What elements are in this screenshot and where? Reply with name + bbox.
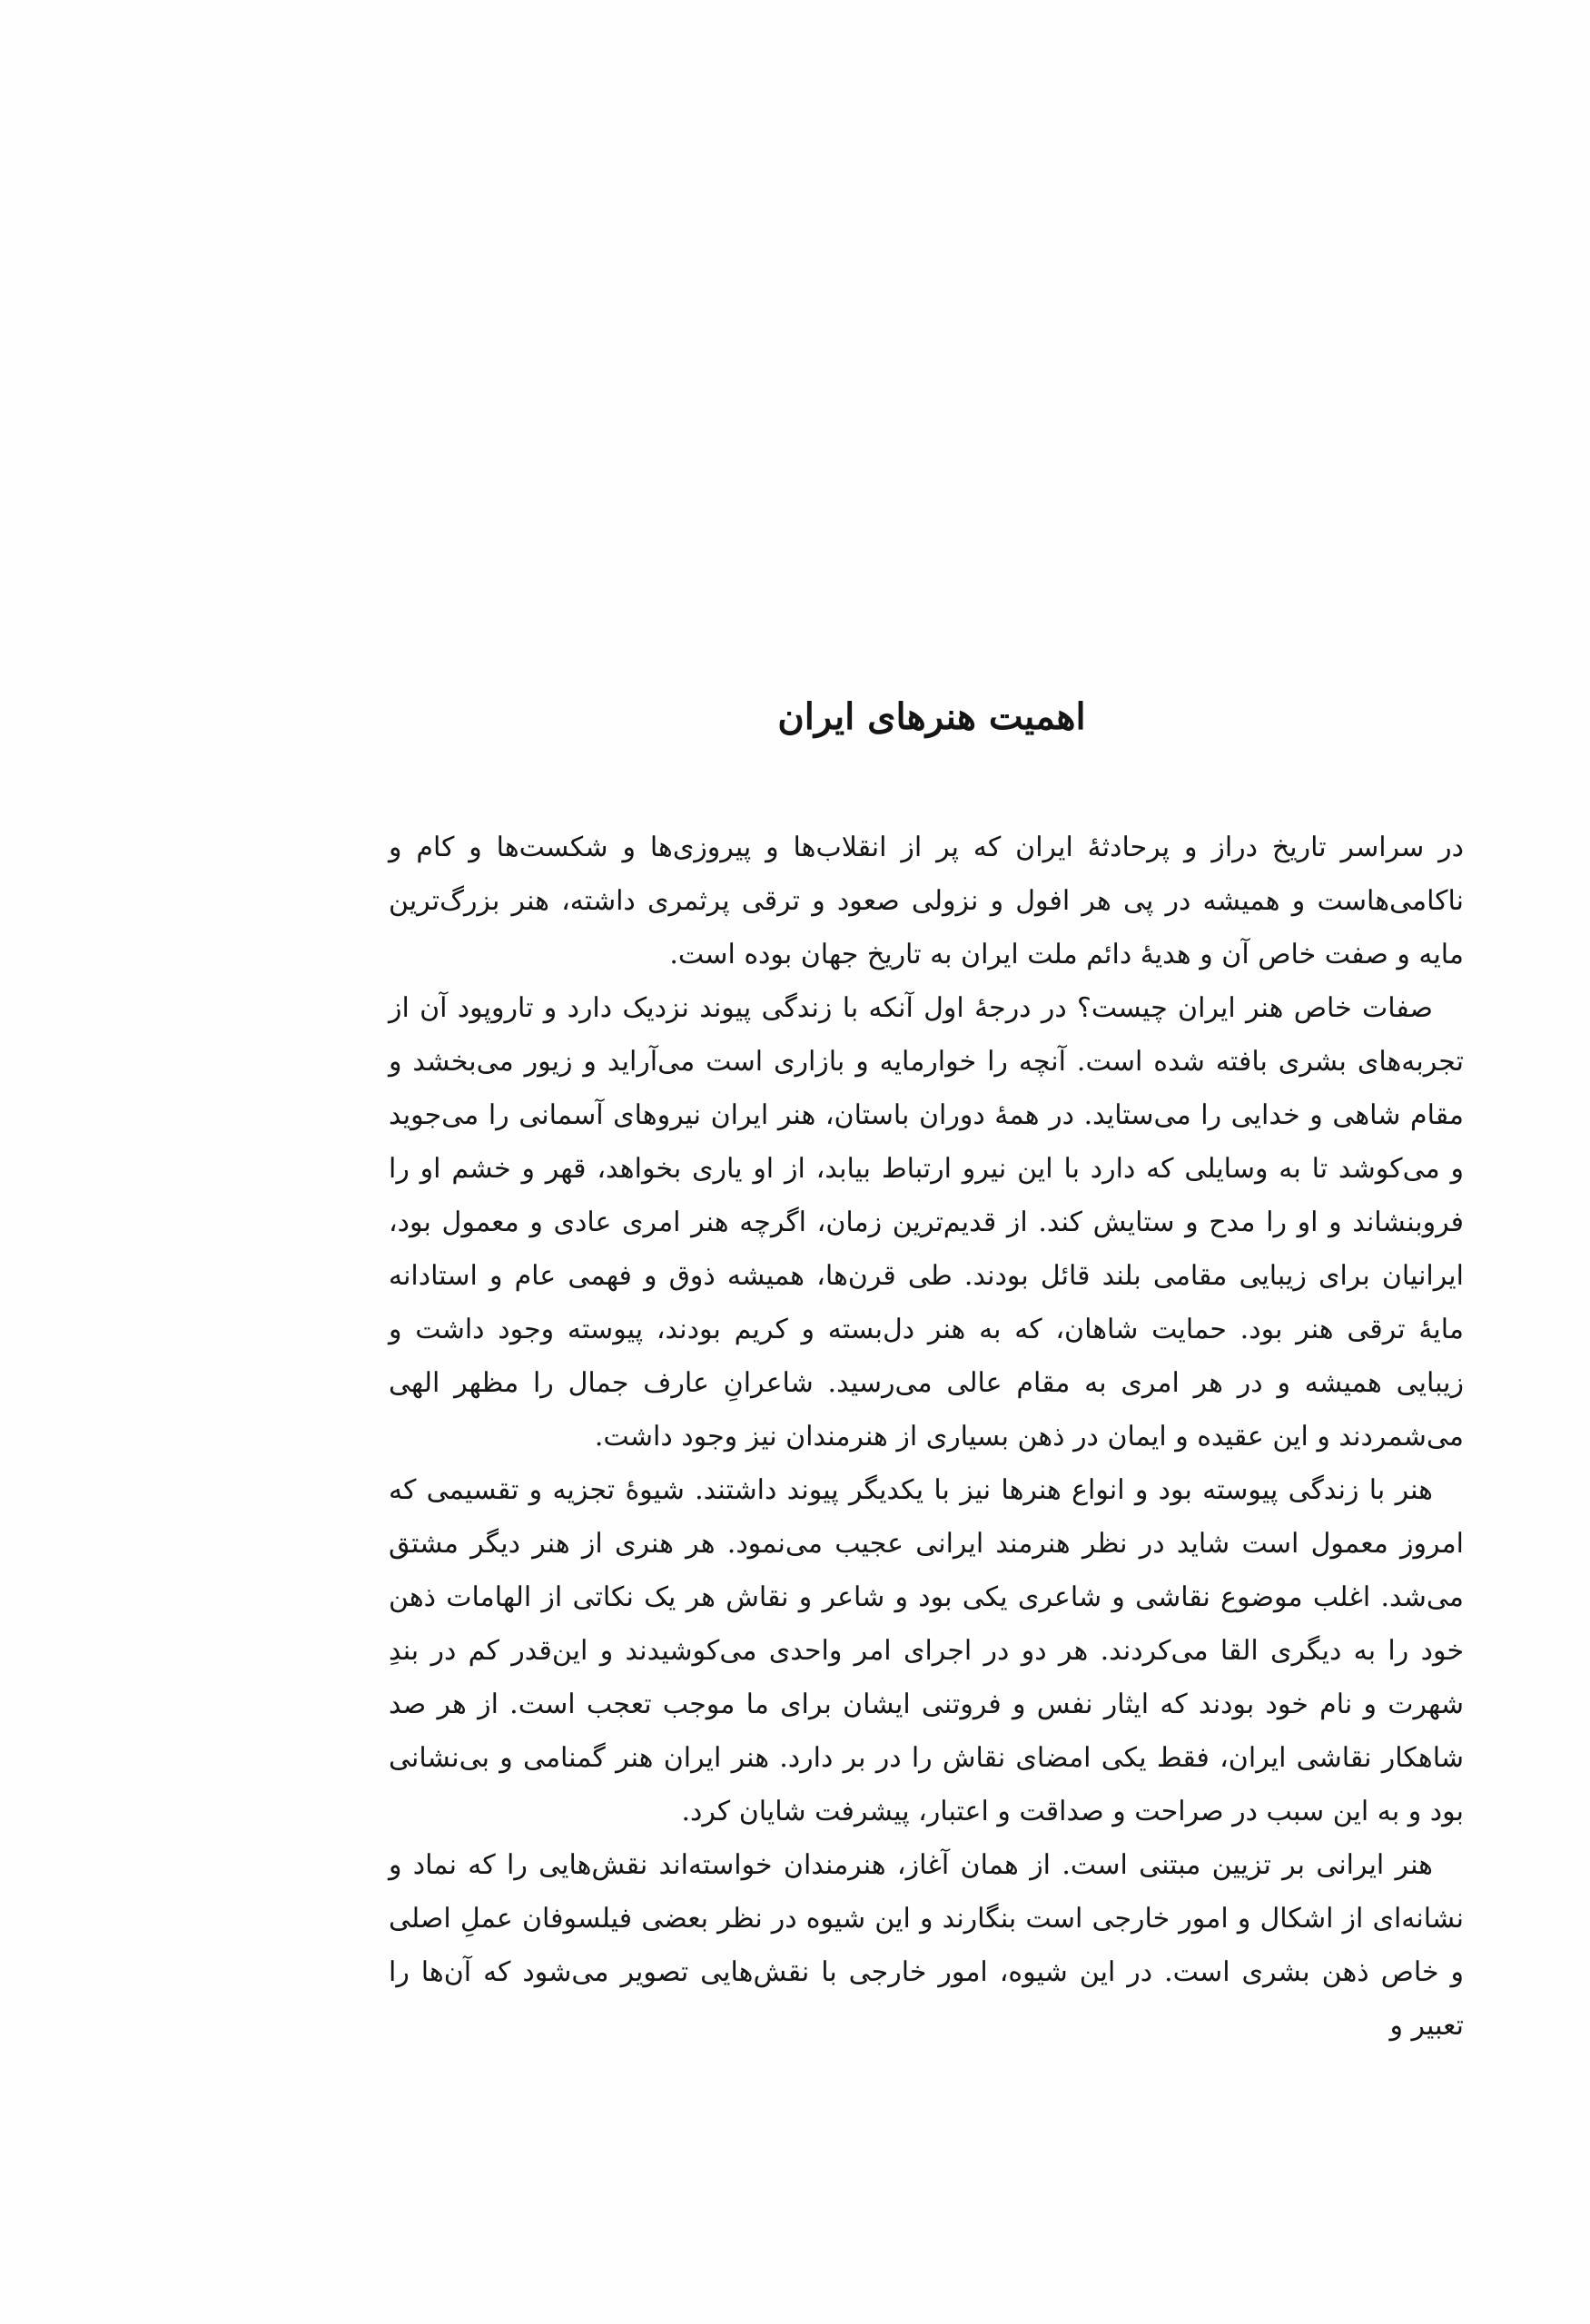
text-block: [389, 690, 1464, 2053]
paragraph-3: هنر با زندگی پیوسته بود و انواع هنرها نیز با یکدیگر پیوند داشتند. شیوهٔ تجزیه و تقسیمی که امروز معمول است شاید در نظر هنرمند ایرانی عجیب می‌نمود. هر هنری از هنر دیگر مشتق می‌شد. اغلب موضوع نقاشی و شاعری یکی بود و شاعر و نقاش هر یک نکاتی از الهامات ذهن خود را به دیگری القا می‌کردند. هر دو در اجرای امر واحدی می‌کوشیدند و این‌قدر کم در بندِ شهرت و نام خود بودند که ایثار نفس و فروتنی ایشان برای ما موجب تعجب است. از هر صد شاهکار نقاشی ایران، فقط یکی امضای نقاش را در بر دارد. هنر ایران هنر گمنامی و بی‌نشانی بود و به این سبب در صراحت و صداقت و اعتبار، پیشرفت شایان کرد.: [389, 1474, 1464, 1827]
chapter-title: اهمیت هنرهای ایران: [777, 695, 1086, 738]
paragraph-4: هنر ایرانی بر تزیین مبتنی است. از همان آغاز، هنرمندان خواسته‌اند نقش‌هایی را که نماد و نشانه‌ای از اشکال و امور خارجی است بنگارند و این شیوه در نظر بعضی فیلسوفان عملِ اصلی و خاص ذهن بشری است. در این شیوه، امور خارجی با نقش‌هایی تصویر می‌شود که آن‌ها را تعبیر و: [389, 1849, 1464, 2042]
body-text: [389, 821, 1464, 2053]
paragraph-1: در سراسر تاریخ دراز و پرحادثهٔ ایران که پر از انقلاب‌ها و پیروزی‌ها و شکست‌ها و کام و ناکامی‌هاست و همیشه در پی هر افول و نزولی صعود و ترقی پرثمری داشته، هنر بزرگ‌ترین مایه و صفت خاص آن و هدیهٔ دائم ملت ایران به تاریخ جهان بوده است.: [389, 832, 1464, 970]
paragraph-2: صفات خاص هنر ایران چیست؟ در درجهٔ اول آنکه با زندگی پیوند نزدیک دارد و تاروپود آن از تجربه‌های بشری بافته شده است. آنچه را خوارمایه و بازاری است می‌آراید و زیور می‌بخشد و مقام شاهی و خدایی را می‌ستاید. در همهٔ دوران باستان، هنر ایران نیروهای آسمانی را می‌جوید و می‌کوشد تا به وسایلی که دارد با این نیرو ارتباط بیابد، از او یاری بخواهد، قهر و خشم او را فروبنشاند و او را مدح و ستایش کند. از قدیم‌ترین زمان، اگرچه هنر امری عادی و معمول بود، ایرانیان برای زیبایی مقامی بلند قائل بودند. طی قرن‌ها، همیشه ذوق و فهمی عام و استادانه مایهٔ ترقی هنر بود. حمایت شاهان، که به هنر دل‌بسته و کریم بودند، پیوسته وجود داشت و زیبایی همیشه و در هر امری به مقام عالی می‌رسید. شاعرانِ عارف جمال را مظهر الهی می‌شمردند و این عقیده و ایمان در ذهن بسیاری از هنرمندان نیز وجود داشت.: [389, 992, 1464, 1452]
